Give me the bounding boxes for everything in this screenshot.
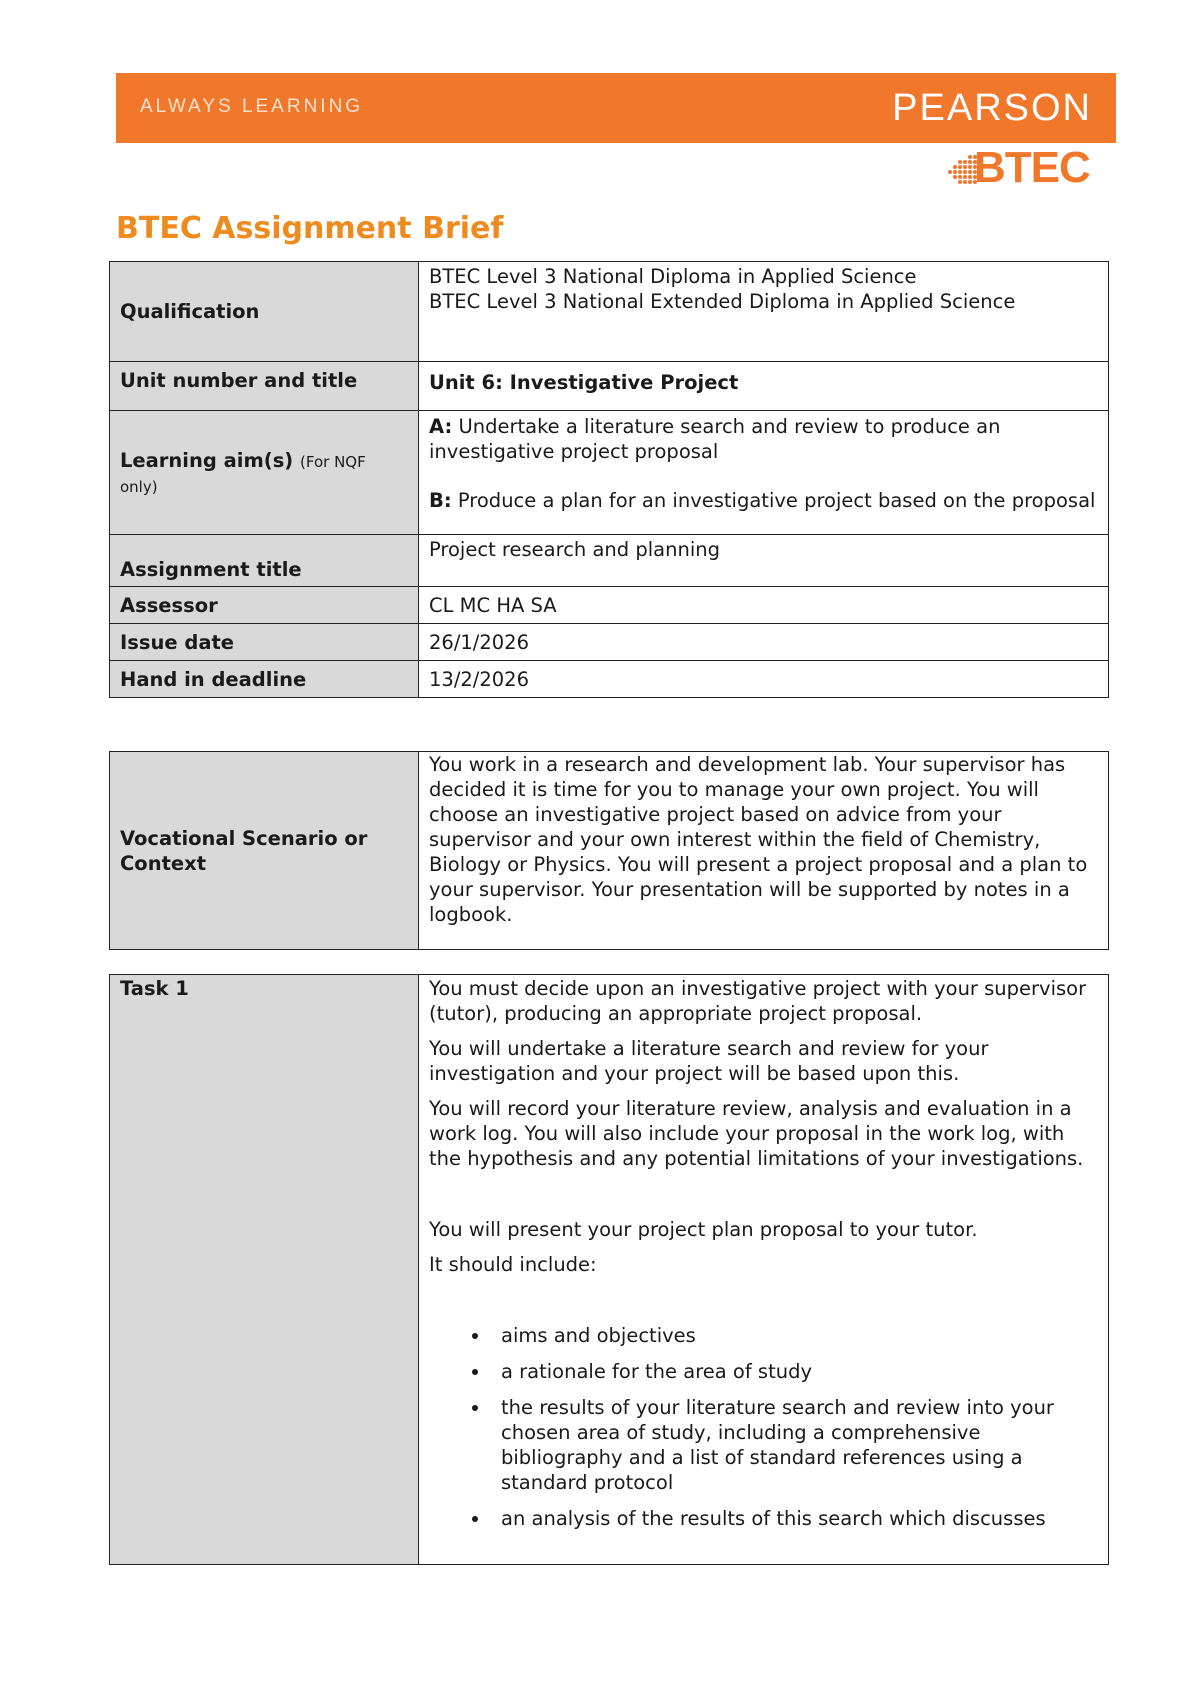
pearson-logo: PEARSON [892, 87, 1092, 129]
assessor-label: Assessor [110, 587, 419, 624]
task1-row [110, 975, 1109, 1565]
issue-date-label: Issue date [110, 624, 419, 661]
list-item: • an analysis of the results of this search which discusses [491, 1506, 1098, 1531]
scenario-table [109, 751, 1109, 950]
assessor-value: CL MC HA SA [419, 587, 1109, 624]
qualification-line: BTEC Level 3 National Extended Diploma in Applied Science [429, 290, 1016, 313]
header-banner [116, 73, 1116, 143]
aim-a-text: Undertake a literature search and review to produce an investigative project proposal [429, 415, 1001, 463]
task1-paragraph: You must decide upon an investigative project with your supervisor (tutor), producing an appropriate project proposal. [429, 977, 1087, 1025]
unit-value: Unit 6: Investigative Project [419, 362, 1109, 411]
tagline: ALWAYS LEARNING [140, 96, 364, 117]
qualification-row [110, 262, 1109, 362]
deadline-row [110, 661, 1109, 698]
learning-aims-value [419, 411, 1109, 535]
scenario-label: Vocational Scenario or Context [110, 752, 419, 950]
scenario-row [110, 752, 1109, 950]
issue-date-row [110, 624, 1109, 661]
deadline-label: Hand in deadline [110, 661, 419, 698]
list-item: • the results of your literature search and review into your chosen area of study, including a comprehensive bibliography and a list of standard references using a standard protocol [491, 1395, 1098, 1495]
assignment-title-label: Assignment title [110, 535, 419, 587]
task1-bullet-list [429, 1323, 1098, 1531]
aim-a [429, 414, 1098, 464]
task-table [109, 974, 1109, 1565]
learning-aims-label [110, 411, 419, 535]
task1-paragraph: You will record your literature review, analysis and evaluation in a work log. You will also include your proposal in the work log, with the hypothesis and any potential limitations of your investigations. [429, 1097, 1084, 1170]
list-item: • a rationale for the area of study [491, 1359, 1098, 1384]
scenario-text: You work in a research and development lab. Your supervisor has decided it is time for you to manage your own project. You will choose an investigative project based on advice from your supervisor and your own interest within the field of Chemistry, Biology or Physics. You will present a project proposal and a plan to your supervisor. Your presentation will be supported by notes in a logbook. [419, 752, 1109, 950]
learning-aims-title: Learning aim(s) [120, 448, 294, 472]
unit-label: Unit number and title [110, 362, 419, 411]
btec-logo-text: BTEC [974, 143, 1090, 192]
task1-paragraph: It should include: [429, 1253, 597, 1276]
assignment-title-value: Project research and planning [419, 535, 1109, 587]
assessor-row [110, 587, 1109, 624]
aim-a-key: A: [429, 415, 453, 438]
qualification-label: Qualification [110, 262, 419, 362]
aim-b-text: Produce a plan for an investigative project based on the proposal [457, 489, 1096, 512]
learning-aims-row [110, 411, 1109, 535]
list-item: • aims and objectives [491, 1323, 1098, 1348]
deadline-value: 13/2/2026 [419, 661, 1109, 698]
task1-content [419, 975, 1109, 1565]
qualification-line: BTEC Level 3 National Diploma in Applied Science [429, 265, 917, 288]
aim-b [429, 488, 1098, 513]
btec-logo [948, 145, 1098, 193]
assignment-title-row [110, 535, 1109, 587]
unit-row [110, 362, 1109, 411]
document-title: BTEC Assignment Brief [116, 211, 504, 246]
qualification-value [419, 262, 1109, 362]
issue-date-value: 26/1/2026 [419, 624, 1109, 661]
assignment-details-table [109, 261, 1109, 698]
task1-paragraph: You will present your project plan proposal to your tutor. [429, 1218, 978, 1241]
aim-b-key: B: [429, 489, 452, 512]
learning-aims-note: (For NQF only) [120, 452, 366, 496]
task1-paragraph: You will undertake a literature search and review for your investigation and your project will be based upon this. [429, 1037, 989, 1085]
task1-label: Task 1 [110, 975, 419, 1565]
